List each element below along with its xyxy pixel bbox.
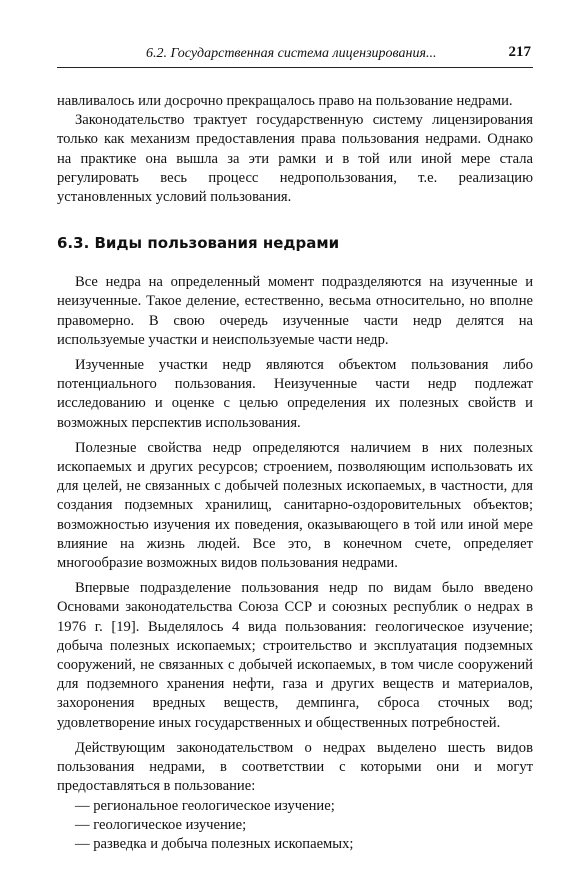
- paragraph: Все недра на определенный момент подразделяются на изученные и неизученные. Такое деление, естественно, весьма относительно, но вполне правомерно. В свою очередь изученные части недр делятся на используемые участки и неиспользуемые части недр.: [57, 274, 533, 348]
- paragraph: Впервые подразделение пользования недр по видам было введено Основами законодательства Союза ССР и союзных республик о недрах в 1976 г. [19]. Выделялось 4 вида пользования: геологическое изучение; добыча полезных ископаемых; строительство и эксплуатация подземных сооружений, не связанных с добычей ископаемых, в том числе сооружений для подземного хранения нефти, газа и других веществ и материалов, захоронения вредных веществ, демпинга, сброса сточных вод; удовлетворение иных государственных и общественных потребностей.: [57, 580, 533, 731]
- page-body: [57, 92, 533, 854]
- usage-types-list: [57, 797, 533, 855]
- paragraph: Полезные свойства недр определяются наличием в них полезных ископаемых и других ресурсов; строением, позволяющим использовать их для целей, не связанных с добычей полезных ископаемых, в частности, для создания подземных хранилищ, санитарно-оздоровительных объектов; возможностью изучения их поведения, оказывающего в той или иной мере влияние на жизнь людей. Все это, в конечном счете, определяет многообразие возможных видов пользования недрами.: [57, 439, 533, 572]
- list-item: — региональное геологическое изучение;: [75, 797, 335, 814]
- paragraph-continued: навливалось или досрочно прекращалось право на пользование недрами.: [57, 93, 513, 109]
- running-header: [57, 40, 533, 68]
- paragraph: Действующим законодательством о недрах выделено шесть видов пользования недрами, в соответствии с которыми они и могут предоставляться в пользование:: [57, 739, 533, 795]
- list-item: — разведка и добыча полезных ископаемых;: [75, 835, 354, 852]
- page-number: 217: [508, 44, 531, 60]
- running-header-title: 6.2. Государственная система лицензирования...: [146, 46, 437, 61]
- paragraph: Изученные участки недр являются объектом пользования либо потенциального пользования. Неизученные части недр подлежат исследованию и оценке с целью определения их полезных свойств и возможных перспектив использования.: [57, 357, 533, 431]
- paragraph: Законодательство трактует государственную систему лицензирования только как механизм предоставления права пользования недрами. Однако на практике она вышла за эти рамки и в той или иной мере стала регулировать весь процесс недропользования, т.е. реализацию установленных условий пользования.: [57, 112, 533, 206]
- list-item: — геологическое изучение;: [75, 816, 247, 833]
- section-heading: 6.3. Виды пользования недрами: [57, 234, 340, 253]
